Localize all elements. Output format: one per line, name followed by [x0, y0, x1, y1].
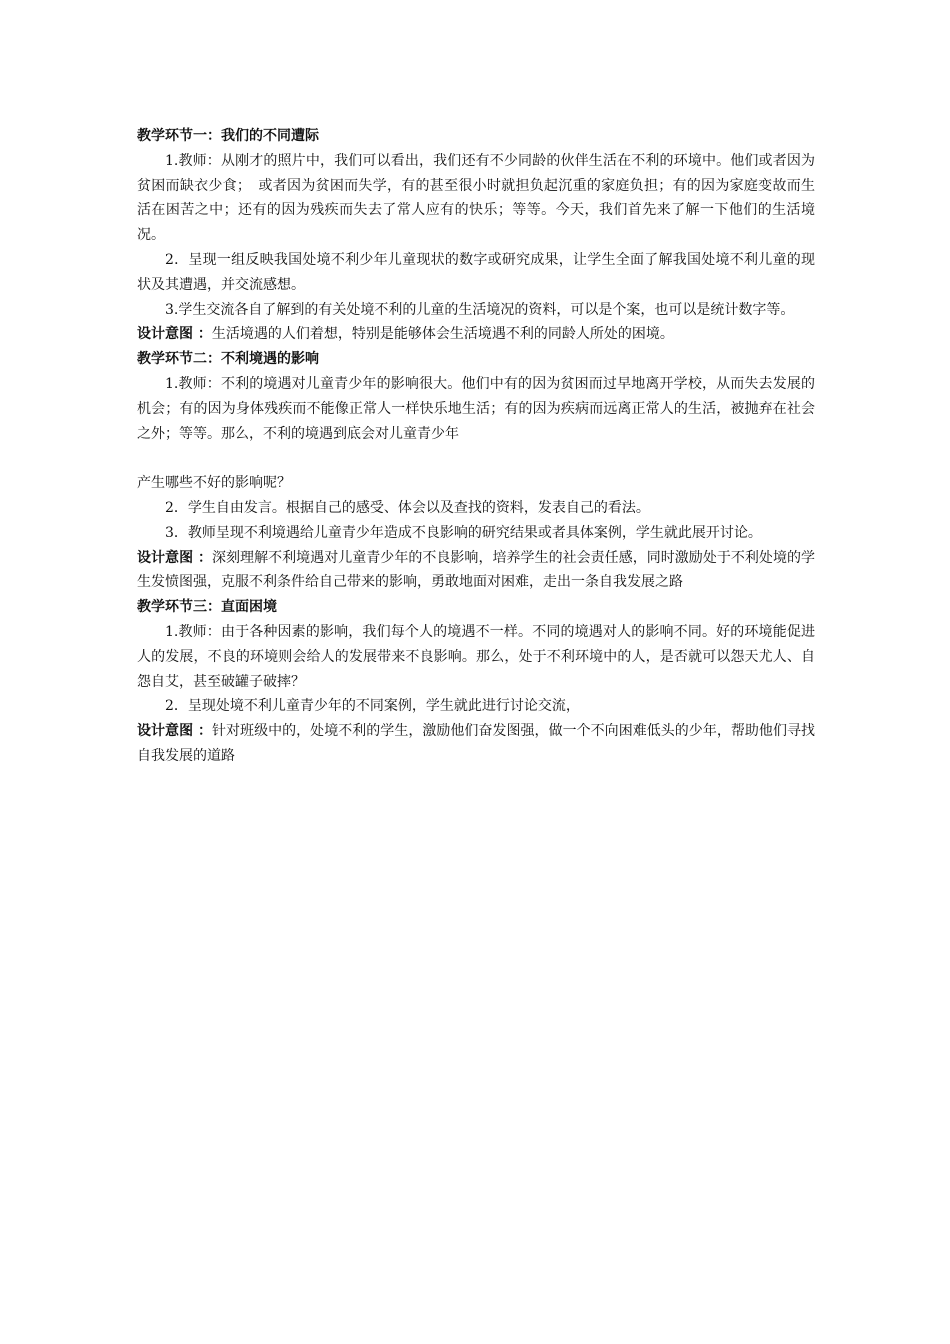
section1-heading: 教学环节一：我们的不同遭际 [137, 128, 319, 144]
section3-heading: 教学环节三：直面困境 [137, 599, 277, 616]
section2-heading: 教学环节二：不利境遇的影响 [137, 351, 319, 368]
section3-design-intent [137, 719, 815, 769]
design-intent-label: 设计意图 ： [137, 723, 213, 740]
section3-paragraph-1: 1.教师：由于各种因素的影响，我们每个人的境遇不一样。不同的境遇对人的影响不同。好的环境能促进人的发展，不良的环境则会给人的发展带来不良影响。那么，处于不利环境中的人，是否就可以怨天尤人、自怨自艾，甚至破罐子破摔？ [137, 623, 815, 690]
design-intent-label: 设计意图 ： [137, 326, 212, 343]
design-intent-label: 设计意图 ： [137, 549, 213, 566]
section1-paragraph-2: 2．呈现一组反映我国处境不利少年儿童现状的数字或研究成果，让学生全面了解我国处境不利儿童的现状及其遭遇，并交流感想。 [137, 251, 815, 293]
design-intent-text: 针对班级中的，处境不利的学生，激励他们奋发图强，做一个不向困难低头的少年，帮助他们寻找自我发展的道路 [137, 723, 815, 764]
design-intent-text: 生活境遇的人们着想，特别是能够体会生活境遇不利的同龄人所处的困境。 [211, 326, 674, 343]
section2-paragraph-1-continued: 产生哪些不好的影响呢？ [137, 475, 291, 492]
design-intent-text: 深刻理解不利境遇对儿童青少年的不良影响，培养学生的社会责任感，同时激励处于不利处境的学生发愤图强，克服不利条件给自己带来的影响，勇敢地面对困难，走出一条自我发展之路 [137, 549, 815, 591]
section2-design-intent [137, 546, 815, 596]
section2-paragraph-3: 3．教师呈现不利境遇给儿童青少年造成不良影响的研究结果或者具体案例，学生就此展开讨论。 [165, 524, 762, 541]
paragraph-gap [137, 446, 815, 471]
section1-paragraph-3: 3.学生交流各自了解到的有关处境不利的儿童的生活境况的资料，可以是个案，也可以是统计数字等。 [165, 301, 795, 318]
section3-paragraph-2: 2．呈现处境不利儿童青少年的不同案例，学生就此进行讨论交流， [165, 698, 580, 715]
section1-design-intent [137, 322, 815, 347]
section2-paragraph-1: 1.教师：不利的境遇对儿童青少年的影响很大。他们中有的因为贫困而过早地离开学校，从而失去发展的机会；有的因为身体残疾而不能像正常人一样快乐地生活；有的因为疾病而远离正常人的生活，被抛弃在社会之外；等等。那么，不利的境遇到底会对儿童青少年 [137, 375, 815, 442]
section2-paragraph-2: 2．学生自由发言。根据自己的感受、体会以及查找的资料，发表自己的看法。 [165, 499, 650, 516]
document-body [137, 124, 815, 769]
section1-paragraph-1: 1.教师：从刚才的照片中，我们可以看出，我们还有不少同龄的伙伴生活在不利的环境中。他们或者因为贫困而缺衣少食； 或者因为贫困而失学，有的甚至很小时就担负起沉重的家庭负担；有的因为家庭变故而生活在困苦之中；还有的因为残疾而失去了常人应有的快乐；等等。今天，我们首先来了解一下他们的生活境况。 [137, 152, 815, 244]
